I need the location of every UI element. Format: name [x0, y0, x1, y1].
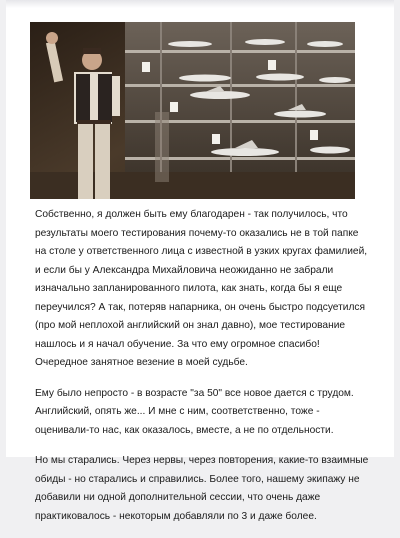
photo-illustration: [30, 22, 355, 199]
top-shadow: [6, 0, 394, 8]
article-body: [35, 206, 369, 538]
article-paragraph: Ему было непросто - в возрасте "за 50" все новое дается с трудом. Английский, опять же... И мне с ним, соответственно, тоже - оценивали-то нас, как оказалось, вместе, а не по отдельности.: [35, 387, 354, 436]
article-paragraph: Но мы старались. Через нервы, через повторения, какие-то взаимные обиды - но старались и справились. Более того, нашему экипажу не добавили ни одной дополнительной сессии, что очень даже практиковалось - некоторым добавляли по 3 и даже более.: [35, 455, 369, 522]
article-paragraph: Собственно, я должен быть ему благодарен - так получилось, что результаты моего тестирования почему-то оказались не в той папке на столе у ответственного лица с известной в узких кругах фамилией, и если бы у Александра Михайловича неожиданно не забрали изначально запланированного пилота, как знать, когда бы я еще переучился? А так, потеряв напарника, он очень быстро подсуетился (про мой неплохой английский он знал давно), мое тестирование нашлось и я начал обучение. За что ему огромное спасибо! Очередное занятное везение в моей судьбе.: [35, 209, 368, 368]
article-page: [6, 0, 394, 522]
article-photo: [30, 22, 355, 199]
